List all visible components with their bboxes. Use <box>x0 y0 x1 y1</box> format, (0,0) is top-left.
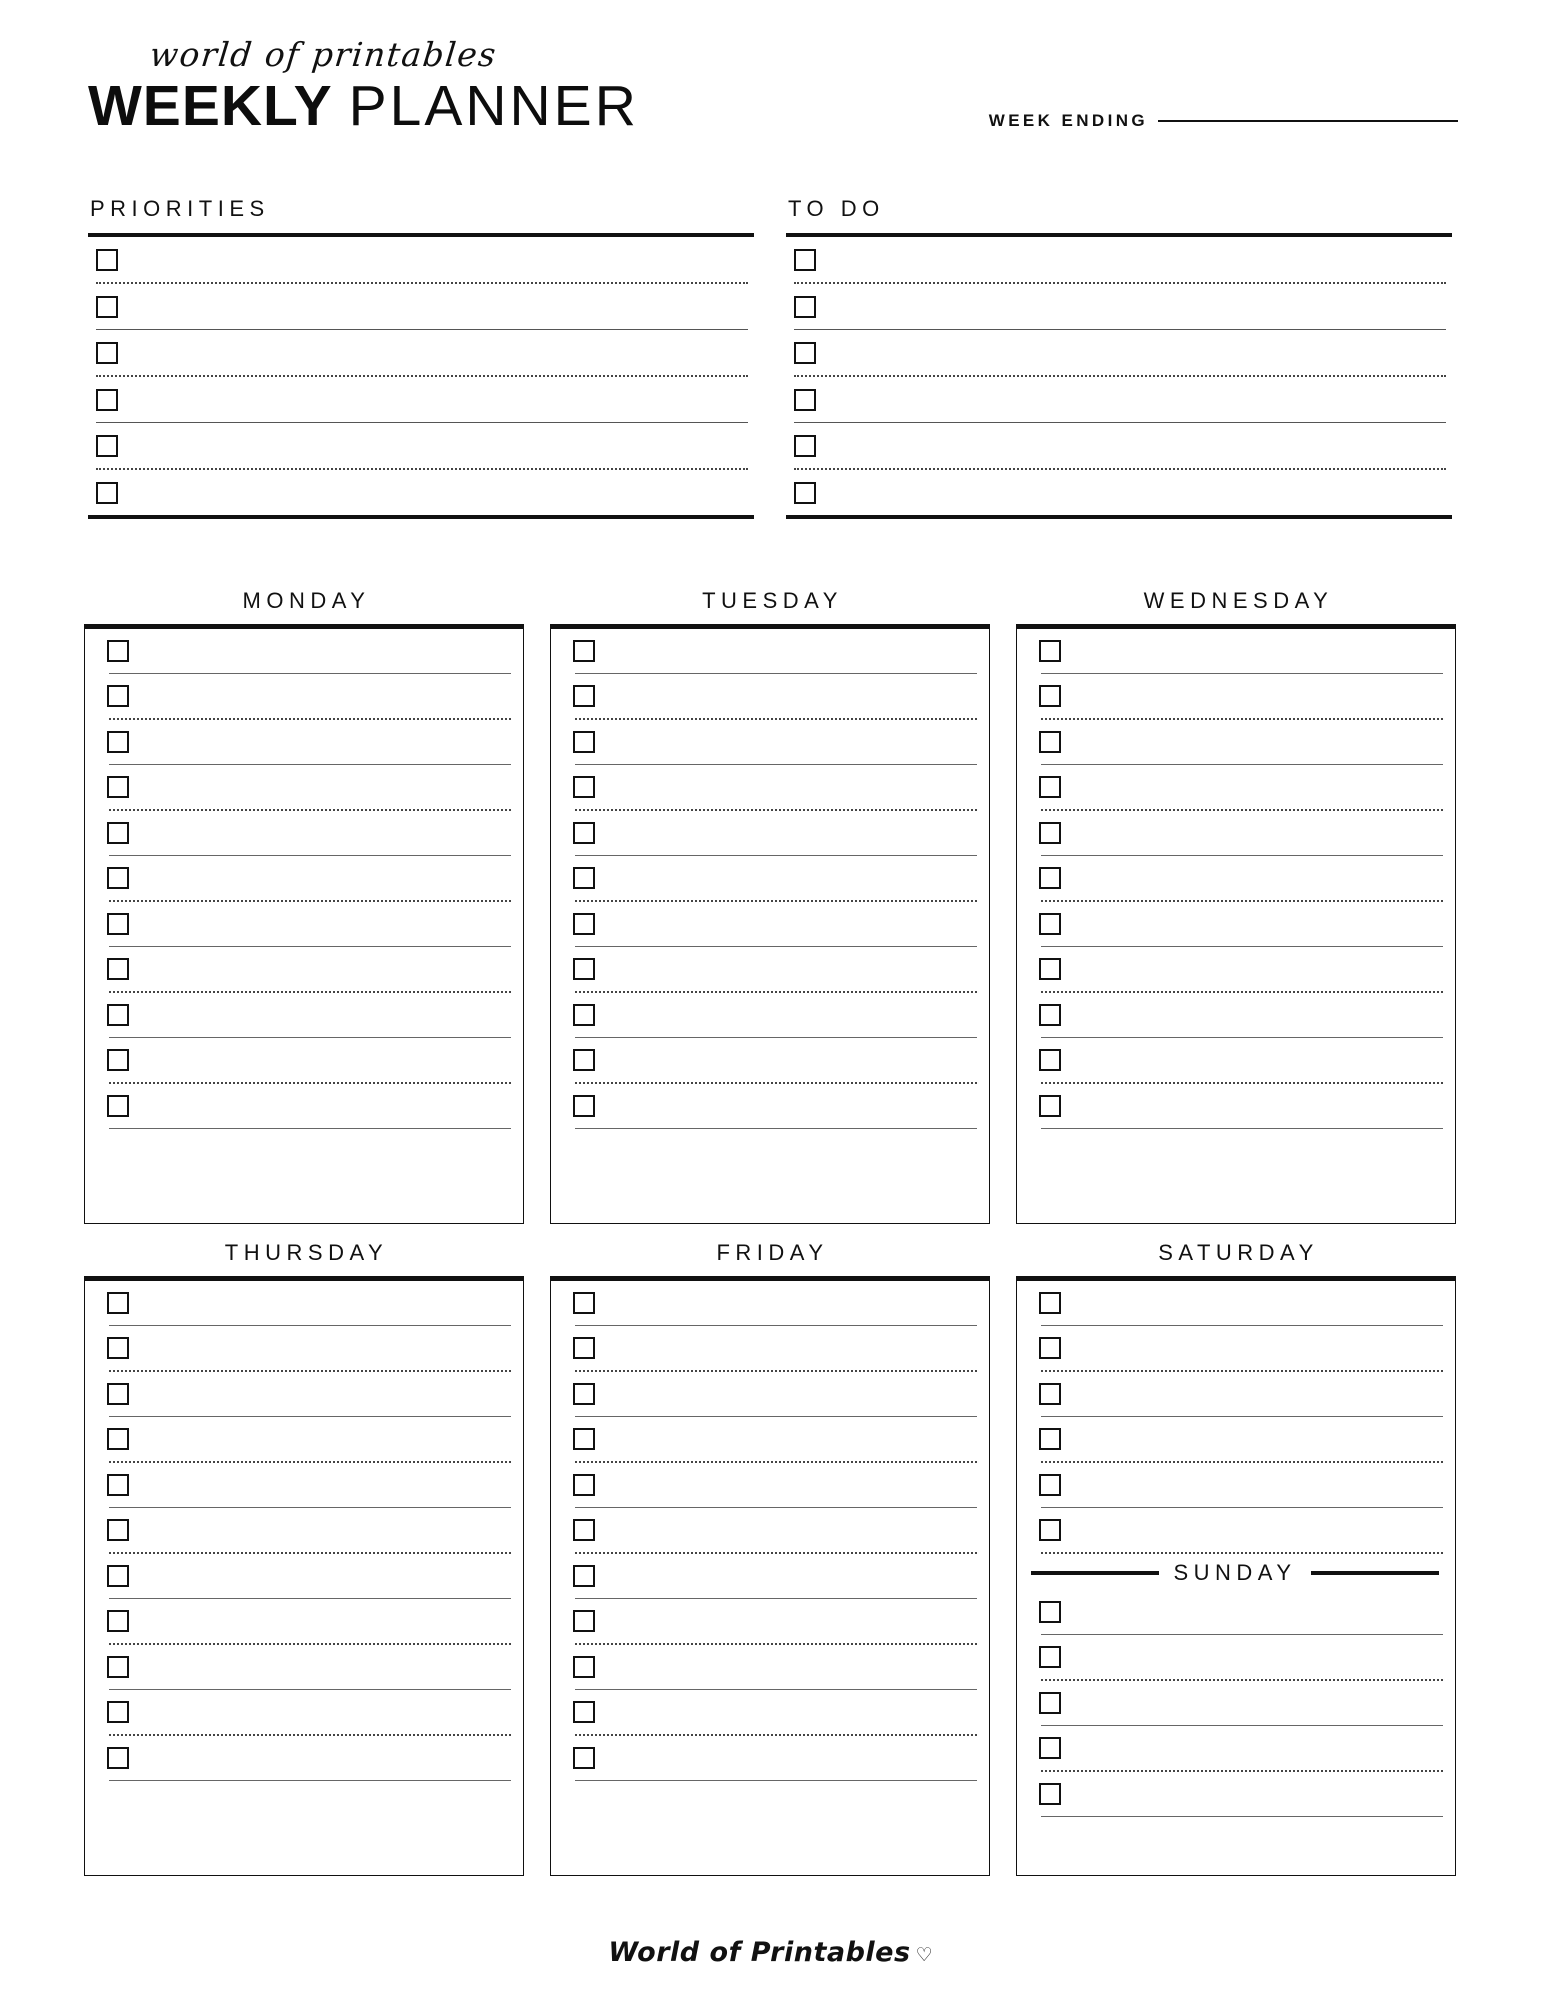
checkbox-icon[interactable] <box>794 435 816 457</box>
page-header <box>88 35 1458 143</box>
day-row[interactable] <box>1017 629 1455 673</box>
checkbox-icon[interactable] <box>1039 685 1061 707</box>
title-planner: PLANNER <box>348 74 639 138</box>
day-row[interactable] <box>85 902 523 946</box>
priorities-row[interactable] <box>88 377 754 422</box>
day-row[interactable] <box>85 1599 523 1643</box>
checkbox-icon[interactable] <box>1039 1692 1061 1714</box>
checkbox-icon[interactable] <box>794 482 816 504</box>
day-row[interactable] <box>551 1736 989 1780</box>
checkbox-icon[interactable] <box>96 296 118 318</box>
footer-brand-logo: World of Printables <box>608 1937 911 1968</box>
day-box-tuesday <box>550 624 990 1224</box>
day-label-sunday: SUNDAY <box>1173 1560 1297 1585</box>
checkbox-icon[interactable] <box>1039 1428 1061 1450</box>
day-label-tuesday: TUESDAY <box>702 588 843 613</box>
panel-title-priorities: PRIORITIES <box>90 196 270 221</box>
todo-row[interactable] <box>786 237 1452 282</box>
day-label-friday: FRIDAY <box>716 1240 829 1265</box>
checkbox-icon[interactable] <box>107 1747 129 1769</box>
checkbox-icon[interactable] <box>96 389 118 411</box>
day-box-thursday <box>84 1276 524 1876</box>
checkbox-icon[interactable] <box>1039 1292 1061 1314</box>
checkbox-icon[interactable] <box>107 1095 129 1117</box>
checkbox-icon[interactable] <box>107 1383 129 1405</box>
panel-title-todo: TO DO <box>788 196 885 221</box>
todo-row[interactable] <box>786 470 1452 515</box>
day-row[interactable] <box>85 811 523 855</box>
checkbox-icon[interactable] <box>573 1656 595 1678</box>
checkbox-icon[interactable] <box>573 1049 595 1071</box>
day-column-saturday <box>1016 1240 1456 1876</box>
day-row[interactable] <box>85 1690 523 1734</box>
day-row[interactable] <box>85 674 523 718</box>
checkbox-icon[interactable] <box>573 1095 595 1117</box>
checkbox-icon[interactable] <box>107 1519 129 1541</box>
day-column-thursday <box>84 1240 524 1876</box>
checkbox-icon[interactable] <box>573 1474 595 1496</box>
checkbox-icon[interactable] <box>1039 822 1061 844</box>
priorities-row[interactable] <box>88 423 754 468</box>
write-line[interactable] <box>832 445 1452 446</box>
day-row[interactable] <box>551 1508 989 1552</box>
checkbox-icon[interactable] <box>96 482 118 504</box>
checkbox-icon[interactable] <box>573 1337 595 1359</box>
checkbox-icon[interactable] <box>1039 1383 1061 1405</box>
day-box-saturday <box>1016 1276 1456 1876</box>
row-separator-solid <box>575 1128 977 1129</box>
sunday-rule-left <box>1031 1571 1159 1575</box>
write-line[interactable] <box>134 306 754 307</box>
day-row[interactable] <box>551 1417 989 1461</box>
checkbox-icon[interactable] <box>573 731 595 753</box>
day-row[interactable] <box>1017 902 1455 946</box>
checkbox-icon[interactable] <box>1039 1783 1061 1805</box>
day-box-wednesday <box>1016 624 1456 1224</box>
checkbox-icon[interactable] <box>573 1701 595 1723</box>
day-row[interactable] <box>551 811 989 855</box>
day-row[interactable] <box>1017 1372 1455 1416</box>
day-label-thursday: THURSDAY <box>224 1240 389 1265</box>
day-row[interactable] <box>551 629 989 673</box>
checkbox-icon[interactable] <box>107 913 129 935</box>
day-row[interactable] <box>1017 1590 1455 1634</box>
checkbox-icon[interactable] <box>107 958 129 980</box>
day-row[interactable] <box>1017 720 1455 764</box>
todo-row[interactable] <box>786 377 1452 422</box>
checkbox-icon[interactable] <box>1039 1601 1061 1623</box>
day-row[interactable] <box>85 765 523 809</box>
checkbox-icon[interactable] <box>1039 867 1061 889</box>
day-row[interactable] <box>551 1326 989 1370</box>
checkbox-icon[interactable] <box>794 296 816 318</box>
row-separator-solid <box>109 1128 511 1129</box>
checkbox-icon[interactable] <box>1039 1737 1061 1759</box>
checkbox-icon[interactable] <box>573 958 595 980</box>
day-row[interactable] <box>85 856 523 900</box>
day-box-monday <box>84 624 524 1224</box>
checkbox-icon[interactable] <box>107 1337 129 1359</box>
checkbox-icon[interactable] <box>1039 1646 1061 1668</box>
day-row[interactable] <box>551 1463 989 1507</box>
write-line[interactable] <box>134 445 754 446</box>
checkbox-icon[interactable] <box>573 776 595 798</box>
checkbox-icon[interactable] <box>96 249 118 271</box>
day-row[interactable] <box>551 765 989 809</box>
day-row[interactable] <box>551 947 989 991</box>
checkbox-icon[interactable] <box>107 1049 129 1071</box>
day-column-tuesday <box>550 588 990 1224</box>
day-row[interactable] <box>551 1599 989 1643</box>
title-weekly: WEEKLY <box>88 74 333 138</box>
day-row[interactable] <box>1017 1726 1455 1770</box>
checkbox-icon[interactable] <box>107 1610 129 1632</box>
checkbox-icon[interactable] <box>573 1565 595 1587</box>
day-row[interactable] <box>551 993 989 1037</box>
checkbox-icon[interactable] <box>573 913 595 935</box>
checkbox-icon[interactable] <box>573 822 595 844</box>
day-row[interactable] <box>1017 1326 1455 1370</box>
day-row[interactable] <box>551 674 989 718</box>
day-row[interactable] <box>551 1372 989 1416</box>
day-row[interactable] <box>85 1038 523 1082</box>
week-ending-field[interactable] <box>989 111 1458 131</box>
write-line[interactable] <box>134 399 754 400</box>
day-row[interactable] <box>85 629 523 673</box>
day-row[interactable] <box>1017 1084 1455 1128</box>
checkbox-icon[interactable] <box>107 1428 129 1450</box>
checkbox-icon[interactable] <box>794 342 816 364</box>
brand-script-logo: world of printables <box>147 35 499 74</box>
checkbox-icon[interactable] <box>573 640 595 662</box>
day-row[interactable] <box>1017 1463 1455 1507</box>
priorities-row[interactable] <box>88 284 754 329</box>
day-row[interactable] <box>551 720 989 764</box>
priorities-row[interactable] <box>88 237 754 282</box>
checkbox-icon[interactable] <box>573 1383 595 1405</box>
day-row[interactable] <box>1017 811 1455 855</box>
sunday-rule-right <box>1311 1571 1439 1575</box>
checkbox-icon[interactable] <box>107 1004 129 1026</box>
checkbox-icon[interactable] <box>1039 776 1061 798</box>
day-row[interactable] <box>85 1084 523 1128</box>
checkbox-icon[interactable] <box>107 731 129 753</box>
checkbox-icon[interactable] <box>573 1747 595 1769</box>
day-row[interactable] <box>85 947 523 991</box>
checkbox-icon[interactable] <box>1039 1095 1061 1117</box>
checkbox-icon[interactable] <box>1039 913 1061 935</box>
day-row[interactable] <box>551 1554 989 1598</box>
day-row[interactable] <box>85 1281 523 1325</box>
checkbox-icon[interactable] <box>573 685 595 707</box>
day-row[interactable] <box>1017 856 1455 900</box>
checkbox-icon[interactable] <box>107 1565 129 1587</box>
priorities-box <box>88 233 754 519</box>
write-line[interactable] <box>134 492 754 493</box>
checkbox-icon[interactable] <box>1039 731 1061 753</box>
checkbox-icon[interactable] <box>107 1656 129 1678</box>
todo-row[interactable] <box>786 330 1452 375</box>
day-row[interactable] <box>85 720 523 764</box>
checkbox-icon[interactable] <box>107 776 129 798</box>
write-line[interactable] <box>832 352 1452 353</box>
day-row[interactable] <box>85 1645 523 1689</box>
checkbox-icon[interactable] <box>107 685 129 707</box>
day-row[interactable] <box>1017 674 1455 718</box>
day-label-monday: MONDAY <box>242 588 371 613</box>
priorities-row[interactable] <box>88 330 754 375</box>
day-row[interactable] <box>85 1326 523 1370</box>
checkbox-icon[interactable] <box>1039 640 1061 662</box>
day-row[interactable] <box>551 902 989 946</box>
day-row[interactable] <box>551 1281 989 1325</box>
day-row[interactable] <box>1017 1038 1455 1082</box>
checkbox-icon[interactable] <box>573 1519 595 1541</box>
day-row[interactable] <box>551 1084 989 1128</box>
checkbox-icon[interactable] <box>96 342 118 364</box>
day-grid <box>84 588 1456 1876</box>
day-row[interactable] <box>551 1645 989 1689</box>
checkbox-icon[interactable] <box>573 1428 595 1450</box>
top-panels <box>88 196 1452 519</box>
day-row[interactable] <box>85 1554 523 1598</box>
checkbox-icon[interactable] <box>107 1701 129 1723</box>
day-row[interactable] <box>1017 947 1455 991</box>
day-column-wednesday <box>1016 588 1456 1224</box>
day-row[interactable] <box>1017 1681 1455 1725</box>
checkbox-icon[interactable] <box>1039 958 1061 980</box>
checkbox-icon[interactable] <box>107 1474 129 1496</box>
sunday-rows <box>1017 1590 1455 1817</box>
row-separator-solid <box>1041 1816 1443 1817</box>
day-label-saturday: SATURDAY <box>1158 1240 1319 1265</box>
day-row[interactable] <box>85 1508 523 1552</box>
row-separator-solid <box>575 1780 977 1781</box>
write-line[interactable] <box>134 352 754 353</box>
day-row[interactable] <box>1017 1772 1455 1816</box>
day-column-monday <box>84 588 524 1224</box>
day-row[interactable] <box>85 1372 523 1416</box>
row-separator-dotted <box>1041 1552 1443 1554</box>
checkbox-icon[interactable] <box>1039 1004 1061 1026</box>
checkbox-icon[interactable] <box>573 1004 595 1026</box>
checkbox-icon[interactable] <box>1039 1519 1061 1541</box>
checkbox-icon[interactable] <box>794 249 816 271</box>
page-footer <box>0 1937 1541 1968</box>
sunday-divider <box>1031 1560 1439 1586</box>
day-row[interactable] <box>1017 993 1455 1037</box>
day-row[interactable] <box>1017 1508 1455 1552</box>
week-ending-write-line[interactable] <box>1158 120 1458 122</box>
checkbox-icon[interactable] <box>96 435 118 457</box>
day-row[interactable] <box>85 993 523 1037</box>
write-line[interactable] <box>832 492 1452 493</box>
checkbox-icon[interactable] <box>107 822 129 844</box>
checkbox-icon[interactable] <box>1039 1337 1061 1359</box>
day-row[interactable] <box>85 1417 523 1461</box>
row-separator-solid <box>109 1780 511 1781</box>
row-separator-solid <box>1041 1128 1443 1129</box>
write-line[interactable] <box>832 399 1452 400</box>
day-row[interactable] <box>1017 765 1455 809</box>
checkbox-icon[interactable] <box>1039 1049 1061 1071</box>
checkbox-icon[interactable] <box>573 867 595 889</box>
todo-row[interactable] <box>786 284 1452 329</box>
day-row[interactable] <box>85 1736 523 1780</box>
day-row[interactable] <box>551 1038 989 1082</box>
day-column-friday <box>550 1240 990 1876</box>
write-line[interactable] <box>134 259 754 260</box>
priorities-row[interactable] <box>88 470 754 515</box>
todo-row[interactable] <box>786 423 1452 468</box>
todo-box <box>786 233 1452 519</box>
heart-icon: ♡ <box>915 1945 933 1966</box>
day-row[interactable] <box>551 856 989 900</box>
day-row[interactable] <box>1017 1635 1455 1679</box>
checkbox-icon[interactable] <box>107 1292 129 1314</box>
day-row[interactable] <box>85 1463 523 1507</box>
checkbox-icon[interactable] <box>107 640 129 662</box>
checkbox-icon[interactable] <box>573 1292 595 1314</box>
checkbox-icon[interactable] <box>107 867 129 889</box>
day-box-friday <box>550 1276 990 1876</box>
day-row[interactable] <box>1017 1417 1455 1461</box>
day-label-wednesday: WEDNESDAY <box>1143 588 1334 613</box>
checkbox-icon[interactable] <box>794 389 816 411</box>
write-line[interactable] <box>832 259 1452 260</box>
panel-todo <box>786 196 1452 519</box>
write-line[interactable] <box>832 306 1452 307</box>
checkbox-icon[interactable] <box>573 1610 595 1632</box>
saturday-rows <box>1017 1281 1455 1554</box>
panel-priorities <box>88 196 754 519</box>
week-ending-label: WEEK ENDING <box>988 111 1148 130</box>
day-row[interactable] <box>1017 1281 1455 1325</box>
checkbox-icon[interactable] <box>1039 1474 1061 1496</box>
day-row[interactable] <box>551 1690 989 1734</box>
